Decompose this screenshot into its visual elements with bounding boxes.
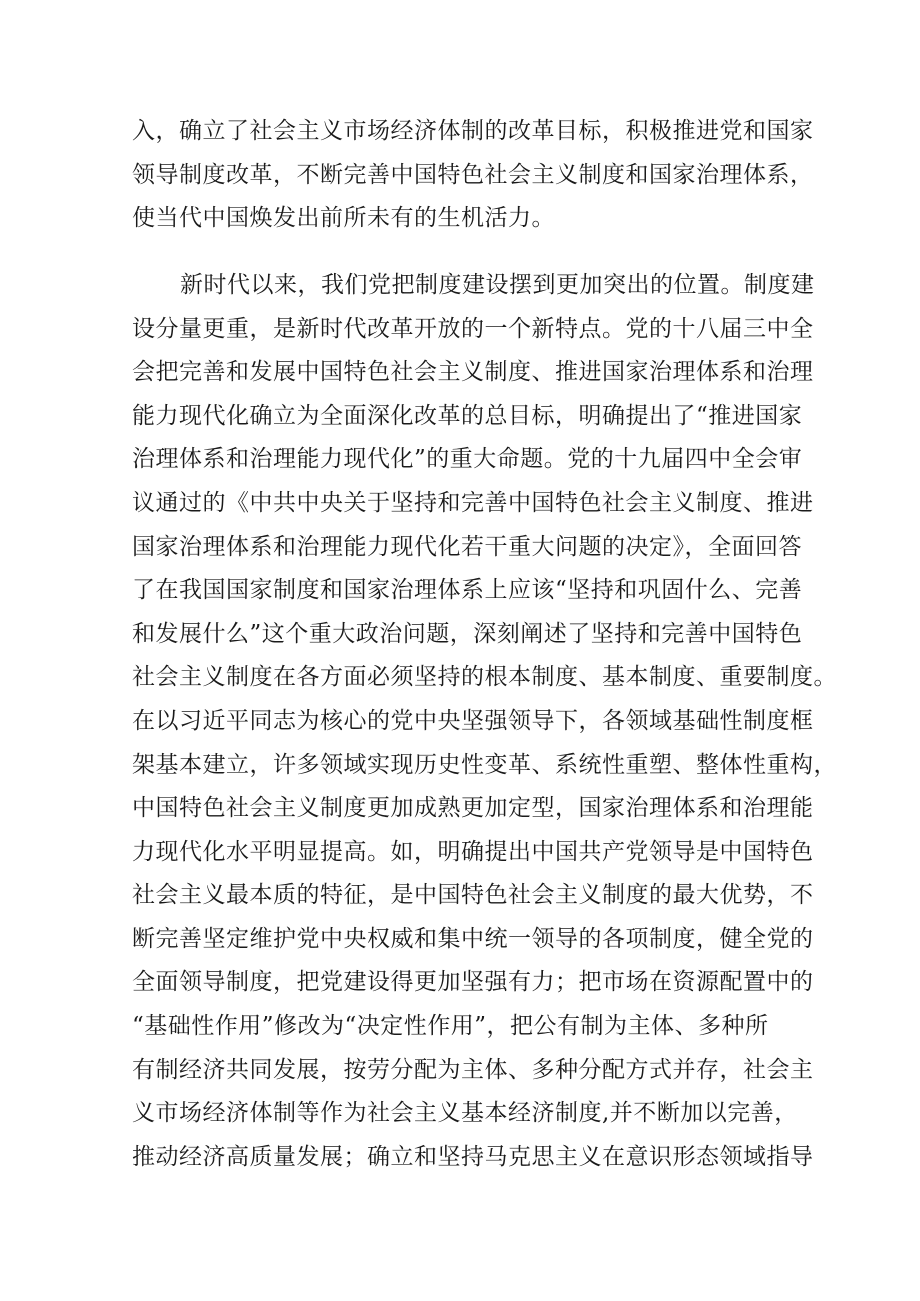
- text-line: “基础性作用”修改为“决定性作用”，把公有制为主体、多种所: [132, 1013, 769, 1039]
- text-line: 社会主义制度在各方面必须坚持的根本制度、基本制度、重要制度。: [132, 664, 837, 690]
- text-line: 新时代以来，我们党把制度建设摆到更加突出的位置。制度建: [180, 272, 815, 298]
- text-line: 推动经济高质量发展；确立和坚持马克思主义在意识形态领域指导: [132, 1144, 814, 1170]
- text-line: 中国特色社会主义制度更加成熟更加定型，国家治理体系和治理能: [132, 795, 814, 821]
- text-line: 力现代化水平明显提高。如，明确提出中国共产党领导是中国特色: [132, 839, 814, 865]
- text-line: 和发展什么”这个重大政治问题，深刻阐述了坚持和完善中国特色: [132, 621, 803, 647]
- text-line: 能力现代化确立为全面深化改革的总目标，明确提出了“推进国家: [132, 403, 803, 429]
- text-line: 义市场经济体制等作为社会主义基本经济制度,并不断加以完善，: [132, 1100, 798, 1126]
- text-line: 国家治理体系和治理能力现代化若干重大问题的决定》，全面回答: [132, 534, 802, 560]
- text-line: 社会主义最本质的特征，是中国特色社会主义制度的最大优势，不: [132, 882, 814, 908]
- text-line: 领导制度改革，不断完善中国特色社会主义制度和国家治理体系，: [132, 162, 814, 188]
- text-line: 在以习近平同志为核心的党中央坚强领导下，各领域基础性制度框: [132, 708, 814, 734]
- text-line: 架基本建立，许多领域实现历史性变革、系统性重塑、整体性重构，: [132, 752, 837, 778]
- text-line: 设分量更重，是新时代改革开放的一个新特点。党的十八届三中全: [132, 316, 814, 342]
- text-line: 会把完善和发展中国特色社会主义制度、推进国家治理体系和治理: [132, 359, 814, 385]
- text-line: 治理体系和治理能力现代化”的重大命题。党的十九届四中全会审: [132, 446, 803, 472]
- text-line: 有制经济共同发展，按劳分配为主体、多种分配方式并存，社会主: [132, 1057, 814, 1083]
- text-line: 断完善坚定维护党中央权威和集中统一领导的各项制度，健全党的: [132, 926, 814, 952]
- text-line: 入，确立了社会主义市场经济体制的改革目标，积极推进党和国家: [132, 118, 814, 144]
- text-line: 使当代中国焕发出前所未有的生机活力。: [132, 205, 555, 231]
- text-line: 全面领导制度，把党建设得更加坚强有力；把市场在资源配置中的: [132, 969, 814, 995]
- text-line: 议通过的《中共中央关于坚持和完善中国特色社会主义制度、推进: [132, 490, 814, 516]
- text-line: 了在我国国家制度和国家治理体系上应该“坚持和巩固什么、完善: [132, 577, 803, 603]
